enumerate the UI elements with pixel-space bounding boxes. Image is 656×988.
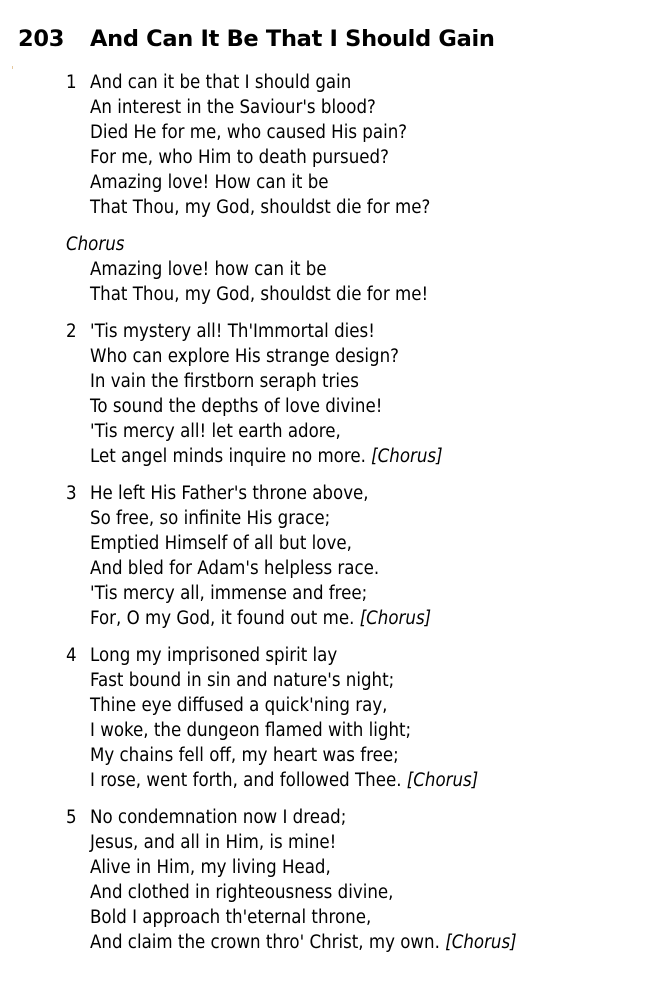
verse-line [90, 606, 590, 631]
verse-line: And clothed in righteousness divine, [90, 882, 394, 903]
hymn-number: 203 [18, 26, 65, 52]
verse-line: Long my imprisoned spirit lay [90, 645, 338, 666]
verse-line: He left His Father's throne above, [90, 483, 369, 504]
verse-3 [66, 481, 646, 631]
verse-line: So free, so infinite His grace; [90, 508, 331, 529]
verse-number: 3 [66, 483, 77, 504]
verse-number: 1 [66, 72, 77, 93]
verse-line: 'Tis mystery all! Th'Immortal dies! [90, 321, 375, 342]
verse-line: And bled for Adam's helpless race. [90, 558, 380, 579]
verse-line [90, 444, 590, 469]
verse-line: And can it be that I should gain [90, 72, 352, 93]
hymn-header [18, 24, 495, 54]
verse-line: Died He for me, who caused His pain? [90, 122, 408, 143]
verse-line-text: Let angel minds inquire no more. [90, 446, 366, 467]
verse-line-text: And claim the crown thro' Christ, my own. [90, 932, 440, 953]
chorus-reference: [Chorus] [445, 932, 517, 953]
chorus-reference: [Chorus] [359, 608, 432, 629]
verse-line: I woke, the dungeon flamed with light; [90, 720, 412, 741]
verse-line: No condemnation now I dread; [90, 807, 347, 828]
verse-line [90, 768, 590, 793]
verse-line: Who can explore His strange design? [90, 346, 399, 367]
verse-line: For me, who Him to death pursued? [90, 147, 389, 168]
chorus-label: Chorus [66, 234, 125, 255]
verse-line [90, 930, 590, 955]
hymn-title: And Can It Be That I Should Gain [90, 26, 495, 52]
verse-line: Thine eye diffused a quick'ning ray, [90, 695, 388, 716]
chorus-reference: [Chorus] [406, 770, 479, 791]
verse-line: Fast bound in sin and nature's night; [90, 670, 395, 691]
verse-line: Amazing love! How can it be [90, 172, 329, 193]
verse-line: 'Tis mercy all, immense and free; [90, 583, 368, 604]
verse-line-text: I rose, went forth, and followed Thee. [90, 770, 402, 791]
verse-line: Jesus, and all in Him, is mine! [90, 832, 337, 853]
verse-line-text: For, O my God, it found out me. [90, 608, 355, 629]
chorus-line: That Thou, my God, shouldst die for me! [90, 284, 429, 305]
verse-number: 5 [66, 807, 77, 828]
verse-line: To sound the depths of love divine! [90, 396, 383, 417]
verse-2 [66, 319, 646, 469]
verse-number: 4 [66, 645, 77, 666]
page-speck [12, 66, 13, 69]
verse-5 [66, 805, 646, 955]
verse-1 [66, 70, 646, 220]
chorus-reference: [Chorus] [371, 446, 443, 467]
verse-line: Emptied Himself of all but love, [90, 533, 352, 554]
verse-line: 'Tis mercy all! let earth adore, [90, 421, 341, 442]
hymn-body [66, 70, 646, 955]
verse-line: Alive in Him, my living Head, [90, 857, 331, 878]
verse-line: My chains fell off, my heart was free; [90, 745, 399, 766]
verse-line: Bold I approach th'eternal throne, [90, 907, 372, 928]
verse-line: That Thou, my God, shouldst die for me? [90, 197, 431, 218]
chorus [66, 232, 646, 307]
verse-line: In vain the firstborn seraph tries [90, 371, 359, 392]
verse-4 [66, 643, 646, 793]
chorus-line: Amazing love! how can it be [90, 259, 327, 280]
verse-line: An interest in the Saviour's blood? [90, 97, 376, 118]
verse-number: 2 [66, 321, 77, 342]
